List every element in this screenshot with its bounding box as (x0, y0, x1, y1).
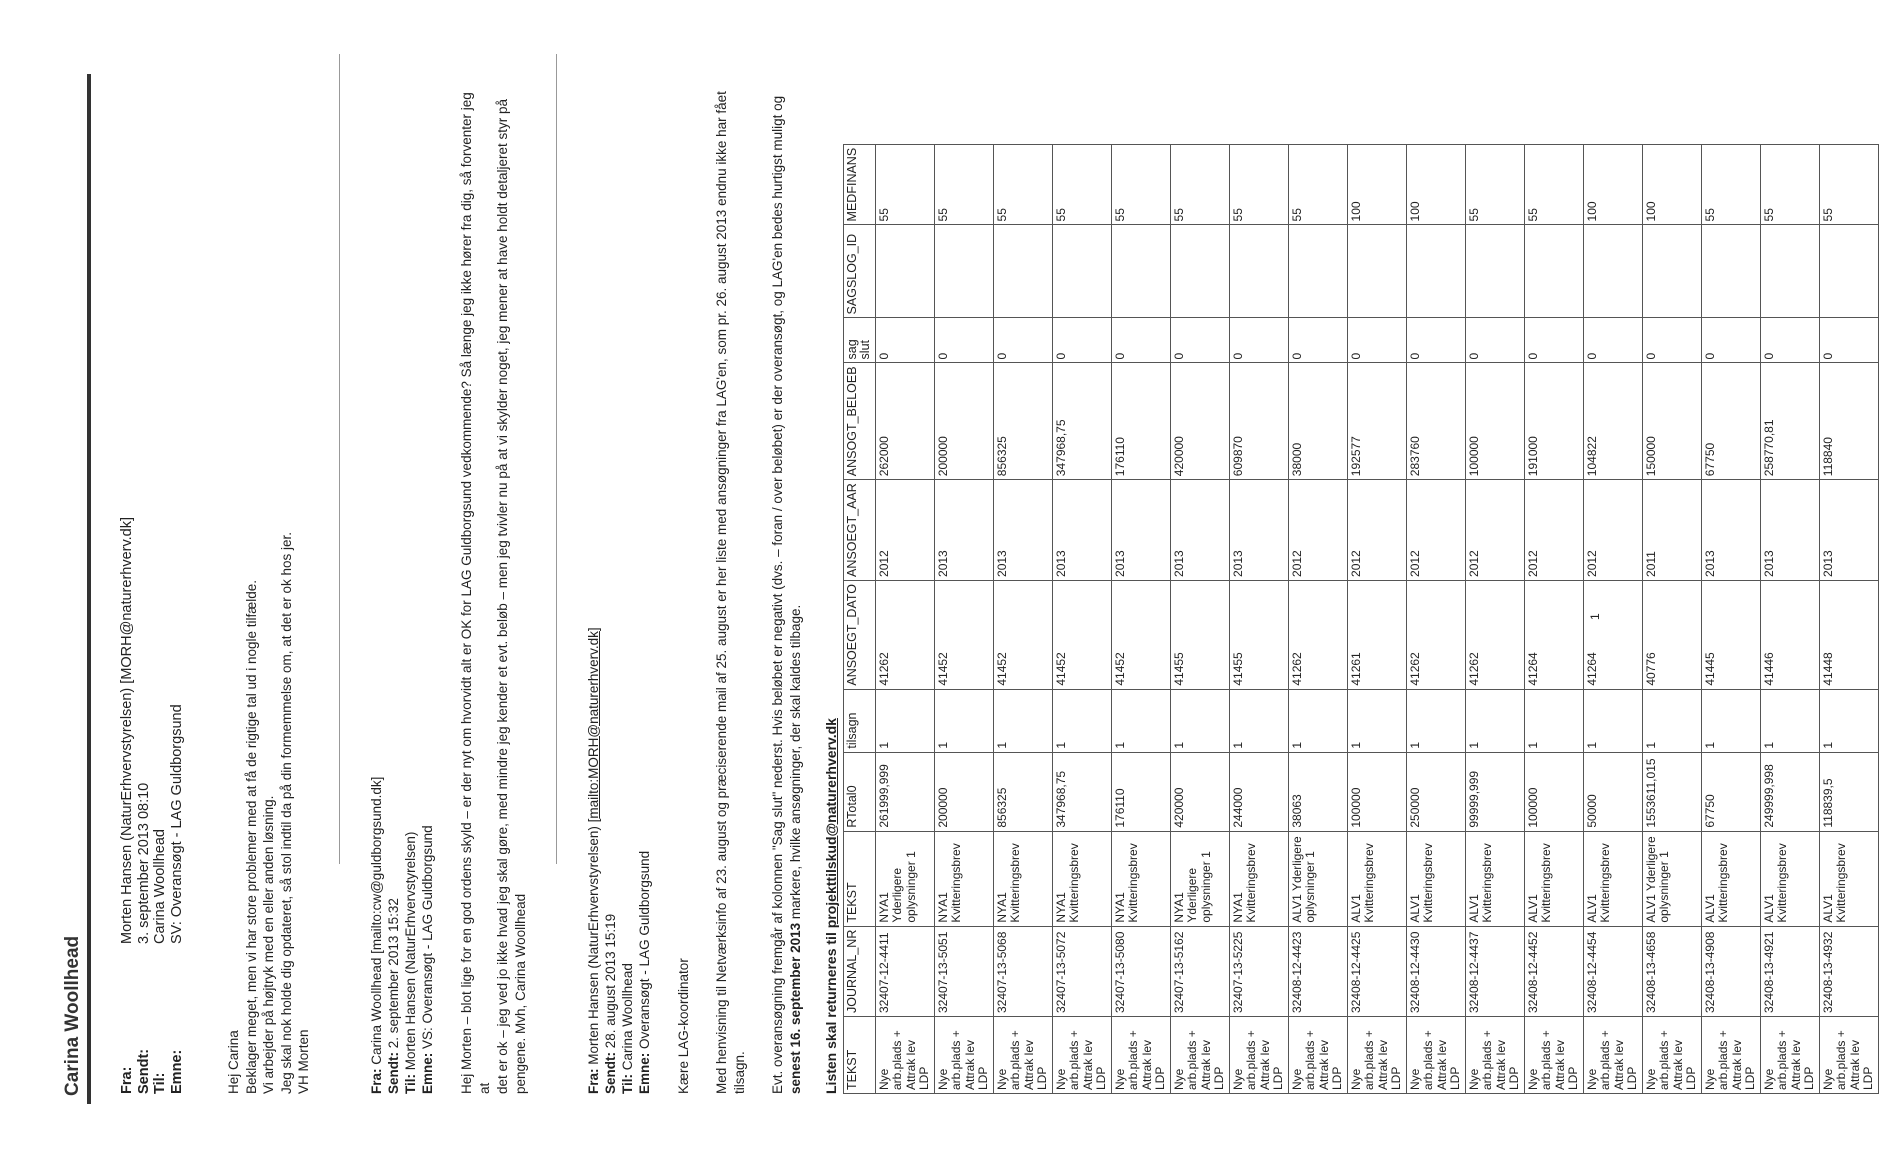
quote2-para2b: markere, hvilke ansøgninger, der skal kaldes tilbage. (787, 604, 803, 923)
table-cell: 41452 (1052, 580, 1111, 689)
quote1-sent-label: Sendt: (385, 1052, 401, 1094)
table-cell: 41452 (1111, 580, 1170, 689)
table-cell: 0 (1760, 318, 1819, 363)
quote2-to-label: Til: (619, 1074, 635, 1094)
table-cell: 41262 (1288, 580, 1347, 689)
table-cell: 1553611,015 (1642, 752, 1701, 831)
table-row (1052, 144, 1111, 1093)
col-header-sag-slut: sag slut (843, 318, 875, 363)
reply-message (225, 88, 313, 1104)
quote2-from: Morten Hansen (NaturErhvervstyrelsen) [ (585, 818, 601, 1065)
table-cell: Nye arb.plads + Attrak lev LDP (1701, 1017, 1760, 1094)
quote2-subject-label: Emne: (636, 1052, 652, 1094)
table-cell: 32408-12-4452 (1524, 926, 1583, 1016)
quote1-to: Morten Hansen (NaturErhvervstyrelsen) (402, 831, 418, 1071)
table-cell: Nye arb.plads + Attrak lev LDP (1583, 1017, 1642, 1094)
table-cell: 2013 (1052, 480, 1111, 581)
table-cell: 41455 (1229, 580, 1288, 689)
table-cell: 2013 (1819, 480, 1878, 581)
table-cell: 1 (1524, 689, 1583, 752)
table-cell: 2013 (1701, 480, 1760, 581)
table-cell: 2011 (1642, 480, 1701, 581)
quote1-sent: 2. september 2013 15:32 (385, 898, 401, 1049)
table-cell: 2012 (875, 480, 934, 581)
table-cell: 283760 (1406, 363, 1465, 480)
table-cell: 50000 (1583, 752, 1642, 831)
table-cell (1701, 225, 1760, 318)
table-cell: 41262 (875, 580, 934, 689)
quoted-header-2 (585, 88, 653, 1104)
table-cell: Nye arb.plads + Attrak lev LDP (875, 1017, 934, 1094)
quoted-body-1 (458, 88, 530, 1104)
table-cell: 1 (1111, 689, 1170, 752)
table-cell: 41448 (1819, 580, 1878, 689)
table-cell: 856325 (993, 363, 1052, 480)
table-cell: 2013 (1170, 480, 1229, 581)
reply-line: Hej Carina (226, 1030, 241, 1094)
table-cell: 2012 (1288, 480, 1347, 581)
table-cell: 2012 (1347, 480, 1406, 581)
table-cell: 118839,5 (1819, 752, 1878, 831)
quote2-mailto-link[interactable]: mailto:MORH@naturerhverv.dk (585, 631, 601, 819)
table-cell: 191000 (1524, 363, 1583, 480)
table-cell: Nye arb.plads + Attrak lev LDP (1465, 1017, 1524, 1094)
quoted-header-1 (368, 88, 436, 1104)
quote1-from-label: Fra: (368, 1068, 384, 1094)
quote2-from-end: ] (585, 627, 601, 632)
col-header-tekst-2: TEKST (843, 831, 875, 926)
reply-line: Vi arbejder på højtryk med en eller anden løsning. (261, 795, 276, 1094)
table-cell: 192577 (1347, 363, 1406, 480)
from-label: Fra: (119, 1066, 135, 1094)
table-cell: 41452 (993, 580, 1052, 689)
table-row (934, 144, 993, 1093)
table-cell: 2013 (1111, 480, 1170, 581)
quote1-from: Carina Woollhead [mailto:cw@guldborgsund.dk] (368, 776, 384, 1065)
table-cell: 0 (1583, 318, 1642, 363)
quote1-subject: VS: Overansøgt - LAG Guldborgsund (419, 825, 435, 1049)
table-cell (1170, 225, 1229, 318)
table-cell: Nye arb.plads + Attrak lev LDP (1524, 1017, 1583, 1094)
quote1-to-label: Til: (402, 1074, 418, 1094)
table-cell: 0 (1052, 318, 1111, 363)
quote2-para1: Med henvisning til Netværksinfo af 23. august og præciserende mail af 25. august er her liste med ansøgninger fra LAG'en, som pr. 26. august 2013 endnu ikke har fået (713, 91, 729, 1094)
table-cell: 32407-13-5068 (993, 926, 1052, 1016)
table-cell: Nye arb.plads + Attrak lev LDP (934, 1017, 993, 1094)
table-cell: 32408-12-4425 (1347, 926, 1406, 1016)
table-cell: NYA1 Kvitteringsbrev (1111, 831, 1170, 926)
table-cell: 0 (1819, 318, 1878, 363)
table-cell: 55 (1052, 144, 1111, 225)
table-cell: 0 (1524, 318, 1583, 363)
table-cell: 0 (1406, 318, 1465, 363)
table-cell: 32407-13-5225 (1229, 926, 1288, 1016)
table-cell: ALV1 Kvitteringsbrev (1701, 831, 1760, 926)
table-cell: Nye arb.plads + Attrak lev LDP (1347, 1017, 1406, 1094)
sender-name: Carina Woollhead (62, 935, 83, 1096)
table-cell (1229, 225, 1288, 318)
table-cell: 41264 (1524, 580, 1583, 689)
table-cell: 55 (1819, 144, 1878, 225)
table-cell: 250000 (1406, 752, 1465, 831)
table-cell: 41262 (1406, 580, 1465, 689)
table-cell: Nye arb.plads + Attrak lev LDP (1229, 1017, 1288, 1094)
table-cell: 100000 (1465, 363, 1524, 480)
table-cell: 1 (1583, 689, 1642, 752)
table-row (1288, 144, 1347, 1093)
table-cell: Nye arb.plads + Attrak lev LDP (1288, 1017, 1347, 1094)
quote1-line: det er ok – jeg ved jo ikke hvad jeg skal gøre, med mindre jeg kender et evt. beløb – men jeg tvivler nu på at vi skylder noget, jeg mener at have holdt detaljeret styr på (494, 98, 510, 1094)
table-cell: 55 (875, 144, 934, 225)
table-cell: Nye arb.plads + Attrak lev LDP (1052, 1017, 1111, 1094)
table-cell: Nye arb.plads + Attrak lev LDP (1760, 1017, 1819, 1094)
table-cell: NYA1 Yderligere oplysninger 1 (875, 831, 934, 926)
table-row (1347, 144, 1406, 1093)
reply-line: Beklager meget, men vi har store problemer med at få de rigtige tal ud i nogle tilfælde. (243, 579, 259, 1094)
table-cell: 1 (1052, 689, 1111, 752)
table-cell: 200000 (934, 363, 993, 480)
table-cell (934, 225, 993, 318)
table-cell: 41261 (1347, 580, 1406, 689)
table-cell: ALV1 Kvitteringsbrev (1583, 831, 1642, 926)
table-cell (1111, 225, 1170, 318)
table-cell: 1 (1642, 689, 1701, 752)
table-cell: 32407-13-5162 (1170, 926, 1229, 1016)
table-body (875, 144, 1878, 1093)
table-row (1642, 144, 1701, 1093)
table-cell (1819, 225, 1878, 318)
table-cell: 347968,75 (1052, 363, 1111, 480)
table-cell: 0 (1642, 318, 1701, 363)
table-cell: 0 (1229, 318, 1288, 363)
table-cell: 32408-13-4932 (1819, 926, 1878, 1016)
table-cell: 104822 (1583, 363, 1642, 480)
col-header-medfinans: MEDFINANS (843, 144, 875, 225)
table-cell (1288, 225, 1347, 318)
table-cell: 2013 (934, 480, 993, 581)
quote-divider-2 (556, 54, 557, 864)
table-cell: 1 (1229, 689, 1288, 752)
table-cell: 0 (1465, 318, 1524, 363)
table-cell: 118840 (1819, 363, 1878, 480)
table-cell: 150000 (1642, 363, 1701, 480)
to-label: Til: (152, 1072, 168, 1094)
table-cell: 55 (1229, 144, 1288, 225)
table-cell: ALV1 Yderligere oplysninger 1 (1642, 831, 1701, 926)
table-cell: 2013 (993, 480, 1052, 581)
table-cell: 0 (1170, 318, 1229, 363)
table-cell: 0 (934, 318, 993, 363)
table-cell: 100 (1642, 144, 1701, 225)
table-row (1701, 144, 1760, 1093)
table-cell: NYA1 Kvitteringsbrev (1229, 831, 1288, 926)
table-cell: 32407-12-4411 (875, 926, 934, 1016)
col-header-rtotal0: RTotal0 (843, 752, 875, 831)
table-cell: 100000 (1524, 752, 1583, 831)
table-cell: 200000 (934, 752, 993, 831)
table-cell (1052, 225, 1111, 318)
table-cell: 1 (1406, 689, 1465, 752)
table-cell: 2012 (1406, 480, 1465, 581)
reply-line: Jeg skal nok holde dig opdateret, så stol indtil da på din formemmelse om, at det er ok hos jer. (278, 531, 294, 1094)
page-number: 1 (1588, 613, 1602, 620)
quote1-line: Hej Morten – blot lige for en god ordens skyld – er der nyt om hvorvidt alt er OK for LAG Guldborgsund vedkommende? Så længe jeg ikke hører fra dig, så forventer jeg at (458, 92, 492, 1094)
table-cell: 41264 (1583, 580, 1642, 689)
table-cell: 420000 (1170, 752, 1229, 831)
table-row (1111, 144, 1170, 1093)
table-cell: 1 (993, 689, 1052, 752)
table-cell: 1 (1465, 689, 1524, 752)
table-cell (1642, 225, 1701, 318)
table-header-row (843, 144, 875, 1093)
quote2-to: Carina Woollhead (619, 963, 635, 1071)
to-value: Carina Woollhead (152, 829, 168, 944)
quote2-para2b-line (787, 88, 805, 1094)
sent-value: 3. september 2013 08:10 (135, 782, 152, 944)
table-cell: 32408-12-4437 (1465, 926, 1524, 1016)
table-cell: 261999,999 (875, 752, 934, 831)
table-cell: 0 (993, 318, 1052, 363)
table-cell: ALV1 Kvitteringsbrev (1406, 831, 1465, 926)
table-cell: 2013 (1760, 480, 1819, 581)
table-cell: 55 (993, 144, 1052, 225)
table-cell: 1 (1347, 689, 1406, 752)
table-cell: 2012 (1465, 480, 1524, 581)
table-row (1465, 144, 1524, 1093)
table-row (993, 144, 1052, 1093)
table-cell: 0 (1347, 318, 1406, 363)
table-cell: ALV1 Kvitteringsbrev (1524, 831, 1583, 926)
table-cell: 0 (1288, 318, 1347, 363)
table-cell: ALV1 Yderligere oplysninger 1 (1288, 831, 1347, 926)
subject-value: SV: Overansøgt - LAG Guldborgsund (168, 704, 185, 944)
table-cell: Nye arb.plads + Attrak lev LDP (1819, 1017, 1878, 1094)
table-cell: 32407-13-5072 (1052, 926, 1111, 1016)
table-cell (1583, 225, 1642, 318)
table-cell: 55 (1170, 144, 1229, 225)
table-cell: Nye arb.plads + Attrak lev LDP (1406, 1017, 1465, 1094)
table-cell: 1 (875, 689, 934, 752)
table-cell (875, 225, 934, 318)
table-cell: 32408-12-4423 (1288, 926, 1347, 1016)
table-cell: 67750 (1701, 752, 1760, 831)
quote2-para2a: Evt. overansøgning fremgår af kolonnen "Sag slut" nederst. Hvis beløbet er negativt (dvs. – foran / over beløbet) er der overansøgt, og LAG'en bedes hurtigst muligt og (769, 95, 785, 1094)
table-cell: 420000 (1170, 363, 1229, 480)
table-cell: 258770,81 (1760, 363, 1819, 480)
table-cell: 41452 (934, 580, 993, 689)
quote1-subject-label: Emne: (419, 1052, 435, 1094)
application-table (843, 144, 1879, 1094)
quote2-subject: Overansøgt - LAG Guldborgsund (636, 850, 652, 1049)
table-cell: 41446 (1760, 580, 1819, 689)
table-row (1760, 144, 1819, 1093)
list-return-heading (823, 88, 839, 1104)
quote-divider (339, 54, 340, 864)
quote2-sent: 28. august 2013 15:19 (602, 913, 618, 1049)
list-lead: Listen skal returneres til (822, 928, 839, 1094)
quoted-body-2 (675, 88, 805, 1104)
col-header-ansoegt-dato: ANSOEGT_DATO (843, 580, 875, 689)
email-header (119, 88, 185, 1104)
table-cell: 0 (1111, 318, 1170, 363)
table-cell: 55 (1465, 144, 1524, 225)
quote1-line: pengene. Mvh, Carina Woollhead (512, 893, 528, 1094)
sent-label: Sendt: (135, 1048, 152, 1094)
table-cell: 176110 (1111, 363, 1170, 480)
table-cell: 55 (1701, 144, 1760, 225)
table-cell: 249999,998 (1760, 752, 1819, 831)
col-header-ansogt-beloeb: ANSOGT_BELOEB (843, 363, 875, 480)
table-cell: 41445 (1701, 580, 1760, 689)
table-cell: 1 (1288, 689, 1347, 752)
table-cell (1524, 225, 1583, 318)
table-cell: ALV1 Kvitteringsbrev (1819, 831, 1878, 926)
table-cell: 100 (1583, 144, 1642, 225)
col-header-sagslog-id: SAGSLOG_ID (843, 225, 875, 318)
table-cell: 1 (1701, 689, 1760, 752)
table-cell: 55 (1524, 144, 1583, 225)
subject-label: Emne: (168, 1049, 185, 1094)
table-cell (1347, 225, 1406, 318)
quote2-greeting: Kære LAG-koordinator (675, 958, 691, 1094)
quote2-from-label: Fra: (585, 1068, 601, 1094)
table-cell: 100 (1406, 144, 1465, 225)
table-cell: 40776 (1642, 580, 1701, 689)
table-cell: 67750 (1701, 363, 1760, 480)
table-cell (1465, 225, 1524, 318)
table-cell: 32407-13-5051 (934, 926, 993, 1016)
table-cell: 100000 (1347, 752, 1406, 831)
table-cell: 55 (1111, 144, 1170, 225)
table-cell: ALV1 Kvitteringsbrev (1465, 831, 1524, 926)
table-cell: 0 (1701, 318, 1760, 363)
table-cell: 32408-12-4454 (1583, 926, 1642, 1016)
table-cell: Nye arb.plads + Attrak lev LDP (993, 1017, 1052, 1094)
table-cell: ALV1 Kvitteringsbrev (1760, 831, 1819, 926)
table-cell: 55 (1760, 144, 1819, 225)
table-row (1524, 144, 1583, 1093)
table-row (1406, 144, 1465, 1093)
col-header-journal-nr: JOURNAL_NR (843, 926, 875, 1016)
table-cell: NYA1 Kvitteringsbrev (993, 831, 1052, 926)
table-cell: 38000 (1288, 363, 1347, 480)
table-cell: NYA1 Kvitteringsbrev (934, 831, 993, 926)
table-cell: 0 (875, 318, 934, 363)
table-cell: 2012 (1583, 480, 1642, 581)
table-cell: NYA1 Yderligere oplysninger 1 (1170, 831, 1229, 926)
list-email-link[interactable]: projekttilskud@naturerhverv.dk (822, 718, 839, 929)
table-cell (993, 225, 1052, 318)
table-cell: 32408-13-4658 (1642, 926, 1701, 1016)
table-cell: ALV1 Kvitteringsbrev (1347, 831, 1406, 926)
table-row (875, 144, 934, 1093)
table-cell: 262000 (875, 363, 934, 480)
col-header-ansoegt-aar: ANSOEGT_AAR (843, 480, 875, 581)
table-cell: 99999,999 (1465, 752, 1524, 831)
table-cell: 244000 (1229, 752, 1288, 831)
table-cell: 1 (1760, 689, 1819, 752)
table-row (1229, 144, 1288, 1093)
table-cell (1760, 225, 1819, 318)
col-header-tilsagn: tilsagn (843, 689, 875, 752)
table-cell: 1 (934, 689, 993, 752)
quote2-deadline: senest 16. september 2013 (787, 922, 803, 1094)
table-cell: 38063 (1288, 752, 1347, 831)
table-cell: 32408-12-4430 (1406, 926, 1465, 1016)
header-rule (87, 74, 91, 1104)
table-cell: 609870 (1229, 363, 1288, 480)
quote2-para1b: tilsagn. (731, 1051, 747, 1094)
from-value: Morten Hansen (NaturErhvervstyrelsen) [MORH@naturerhverv.dk] (119, 516, 135, 944)
table-cell: 1 (1170, 689, 1229, 752)
table-cell: 41262 (1465, 580, 1524, 689)
table-cell: Nye arb.plads + Attrak lev LDP (1642, 1017, 1701, 1094)
table-cell: 2013 (1229, 480, 1288, 581)
table-row (1819, 144, 1878, 1093)
table-cell: 32408-13-4921 (1760, 926, 1819, 1016)
table-cell: 2012 (1524, 480, 1583, 581)
table-cell: 856325 (993, 752, 1052, 831)
table-cell: NYA1 Kvitteringsbrev (1052, 831, 1111, 926)
table-cell: 32408-13-4908 (1701, 926, 1760, 1016)
table-cell: Nye arb.plads + Attrak lev LDP (1111, 1017, 1170, 1094)
table-cell: 55 (934, 144, 993, 225)
table-cell: 1 (1819, 689, 1878, 752)
table-cell: 32407-13-5080 (1111, 926, 1170, 1016)
reply-line: VH Morten (296, 1029, 311, 1094)
quote2-sent-label: Sendt: (602, 1052, 618, 1094)
table-cell: 41455 (1170, 580, 1229, 689)
table-cell: Nye arb.plads + Attrak lev LDP (1170, 1017, 1229, 1094)
col-header-tekst: TEKST (843, 1017, 875, 1094)
table-row (1170, 144, 1229, 1093)
table-cell: 347968,75 (1052, 752, 1111, 831)
table-cell: 100 (1347, 144, 1406, 225)
table-cell: 176110 (1111, 752, 1170, 831)
table-cell (1406, 225, 1465, 318)
table-cell: 55 (1288, 144, 1347, 225)
